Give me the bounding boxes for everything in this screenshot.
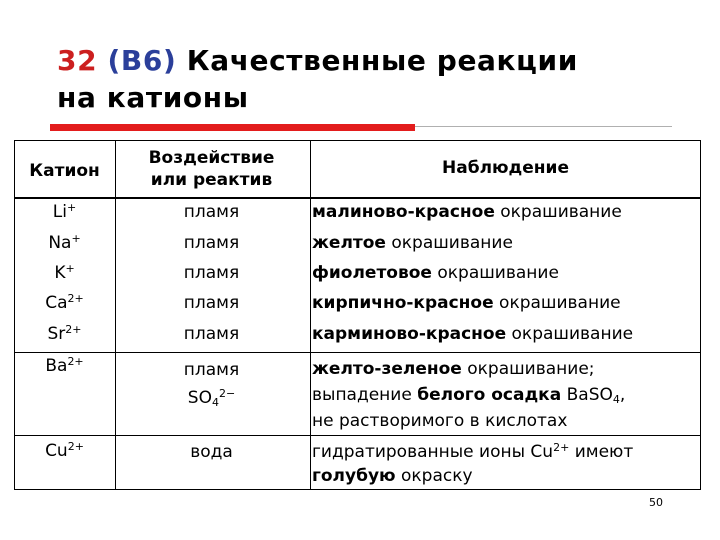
cation-cu: $Cu^{2+}$ (45, 440, 84, 461)
reagent-li: пламя (183, 202, 240, 222)
cation-na: Na+ (48, 232, 81, 253)
cation-li: Li+ (52, 201, 77, 222)
row-divider (14, 435, 701, 436)
reagent-k: пламя (183, 263, 240, 283)
reagent-na: пламя (183, 233, 240, 253)
title-accent-rule (50, 124, 415, 131)
reagent-sr: пламя (183, 324, 240, 344)
header-reagent: Воздействие или реактив (148, 148, 275, 190)
observation-sr: карминово-красное окрашивание (312, 324, 634, 344)
reagent-ca: пламя (183, 293, 240, 313)
cation-k: K+ (54, 262, 75, 283)
header-cation: Катион (29, 161, 100, 181)
observation-li: малиново-красное окрашивание (312, 202, 622, 222)
observation-ca: кирпично-красное окрашивание (312, 293, 621, 313)
reagent-ba: пламя $SO_4^{2-}$ (183, 360, 240, 409)
title-thin-rule (415, 126, 672, 127)
cation-ba: $Ba^{2+}$ (45, 355, 84, 376)
observation-ba: желто-зеленое окрашивание; выпадение белого осадка BaSO$_4$, не растворимого в кислотах (312, 359, 626, 431)
cation-ca: $Ca^{2+}$ (45, 292, 84, 313)
table-border (14, 140, 701, 490)
header-observation: Наблюдение (442, 158, 569, 178)
column-divider (115, 140, 116, 490)
observation-cu: гидратированные ионы $Cu^{2+}$ имеют голубую окраску (312, 441, 634, 486)
slide-title (57, 42, 707, 116)
cation-sr: $Sr^{2+}$ (47, 323, 82, 344)
header-divider (14, 197, 701, 199)
row-divider (14, 352, 701, 353)
title-text-line2: на катионы (57, 81, 249, 114)
observation-na: желтое окрашивание (312, 233, 513, 253)
title-text-line1: Качественные реакции (186, 44, 578, 77)
page-number: 50 (649, 496, 663, 509)
observation-k: фиолетовое окрашивание (312, 263, 559, 283)
reagent-cu: вода (190, 442, 233, 462)
reactions-table (14, 140, 701, 490)
column-divider (310, 140, 311, 490)
title-code: (В6) (107, 44, 177, 77)
title-number: 32 (57, 44, 98, 77)
